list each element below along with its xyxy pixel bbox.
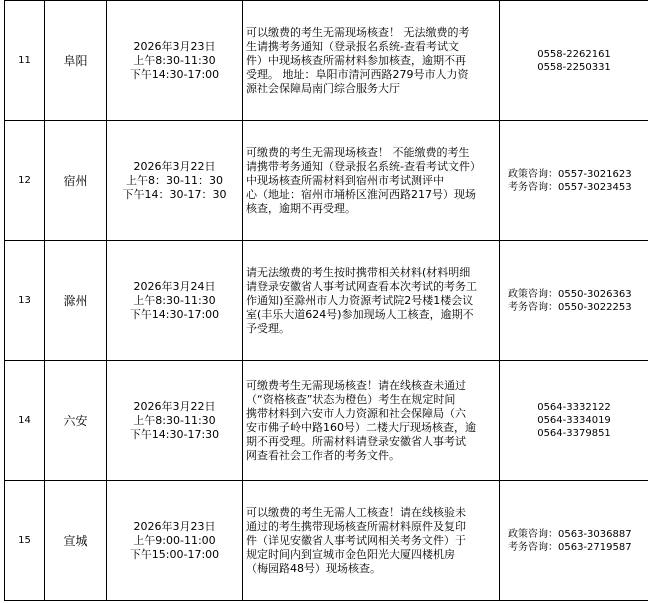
contact-line: 考务咨询：0557-3023453 (508, 181, 632, 193)
contact-line: 政策咨询：0550-3026363 (508, 288, 632, 300)
description-line: 室(丰乐大道624号)参加现场人工核查，逾期不 (246, 307, 474, 321)
time-line: 下午14：30-17：30 (122, 187, 227, 201)
table-row (5, 121, 648, 241)
row-number: 12 (5, 121, 45, 241)
contact-line: 0564-3334019 (537, 415, 611, 426)
row-number: 14 (5, 361, 45, 481)
description-line: 可以缴费的考生无需人工核查！请在线核验未 (246, 505, 466, 519)
description-cell (243, 361, 500, 481)
row-number: 11 (5, 1, 45, 121)
contact-cell (500, 361, 648, 481)
time-line: 上午9:00-11:00 (133, 533, 216, 547)
contact-cell (500, 1, 648, 121)
description-line: 可以缴费的考生无需现场核查！ 无法缴费的考 (246, 25, 470, 39)
city-cell: 宣城 (45, 481, 107, 601)
description-cell (243, 241, 500, 361)
contact-line: 考务咨询：0550-3022253 (508, 301, 632, 313)
description-line: （梅园路48号）现场核查。 (246, 561, 381, 575)
time-cell (107, 481, 243, 601)
description-line: 可缴费的考生无需现场核查！ 不能缴费的考生 (246, 145, 470, 159)
city-cell: 阜阳 (45, 1, 107, 121)
description-line: 件）中现场核查所需材料参加核查，逾期不再 (246, 53, 466, 67)
time-line: 下午14:30-17:00 (129, 67, 220, 81)
description-line: 源社会保障局南门综合服务大厅 (246, 81, 400, 95)
contact-line: 政策咨询：0563-3036887 (508, 528, 632, 540)
description-line: 作通知)至滁州市人力资源考试院2号楼1楼会议 (246, 293, 474, 307)
description-line: 件（详见安徽省人事考试网相关考务文件）于 (246, 533, 466, 547)
description-cell (243, 121, 500, 241)
description-line: （“资格核查”状态为橙色）考生在规定时间 (246, 392, 456, 406)
description-line: 中现场核查所需材料到宿州市考试测评中 (246, 173, 444, 187)
description-line: 请登录安徽省人事考试网查看本次考试的考务工 (246, 279, 477, 293)
time-line: 2026年3月22日 (133, 399, 216, 413)
description-line: 携带材料到六安市人力资源和社会保障局（六 (246, 406, 466, 420)
contact-cell (500, 121, 648, 241)
description-line: 请携带考务通知（登录报名系统-查看考试文件） (246, 159, 481, 173)
contact-line: 0564-3332122 (537, 402, 611, 413)
time-line: 2026年3月23日 (133, 519, 216, 533)
time-line: 上午8:30-11:30 (133, 53, 216, 67)
description-line: 生请携考务通知（登录报名系统-查看考试文 (246, 39, 459, 53)
city-cell: 滁州 (45, 241, 107, 361)
description-line: 受理。 地址：阜阳市清河西路279号市人力资 (246, 67, 469, 81)
time-line: 下午15:00-17:00 (129, 547, 220, 561)
exam-verification-table (4, 0, 648, 601)
description-cell (243, 481, 500, 601)
contact-line: 0558-2250331 (537, 61, 611, 73)
time-line: 下午14:30-17:00 (129, 307, 220, 321)
table-row (5, 241, 648, 361)
city-cell: 宿州 (45, 121, 107, 241)
description-line: 核查，逾期不再受理。 (246, 201, 356, 215)
time-line: 2026年3月23日 (133, 39, 216, 53)
table-row (5, 361, 648, 481)
description-line: 可缴费考生无需现场核查！请在线核查未通过 (246, 378, 466, 392)
time-cell (107, 361, 243, 481)
contact-line: 0564-3379851 (537, 428, 611, 439)
description-line: 安市佛子岭中路160号）二楼大厅现场核查，逾 (246, 420, 476, 434)
time-cell (107, 121, 243, 241)
table-row (5, 481, 648, 601)
description-line: 请无法缴费的考生按时携带相关材料(材料明细 (246, 265, 471, 279)
time-cell (107, 1, 243, 121)
time-line: 下午14:30-17:30 (129, 427, 220, 441)
contact-line: 考务咨询：0563-2719587 (508, 541, 632, 553)
contact-cell (500, 481, 648, 601)
contact-line: 0558-2262161 (537, 48, 611, 60)
time-line: 上午8：30-11：30 (126, 173, 223, 187)
description-cell (243, 1, 500, 121)
row-number: 15 (5, 481, 45, 601)
description-line: 予受理。 (246, 321, 290, 335)
contact-cell (500, 241, 648, 361)
time-line: 2026年3月22日 (133, 159, 216, 173)
time-line: 2026年3月24日 (133, 279, 216, 293)
description-line: 通过的考生携带现场核查所需材料原件及复印 (246, 519, 466, 533)
city-cell: 六安 (45, 361, 107, 481)
description-line: 规定时间内到宣城市金色阳光大厦四楼机房 (246, 547, 455, 561)
row-number: 13 (5, 241, 45, 361)
time-cell (107, 241, 243, 361)
time-line: 上午8:30-11:30 (133, 413, 216, 427)
time-line: 上午8:30-11:30 (133, 293, 216, 307)
description-line: 心（地址：宿州市埇桥区淮河西路217号）现场 (246, 187, 476, 201)
description-line: 网查看社会工作者的考务文件。 (246, 448, 400, 462)
contact-line: 政策咨询：0557-3021623 (508, 168, 632, 180)
description-line: 期不再受理。所需材料请登录安徽省人事考试 (246, 434, 466, 448)
table-row (5, 1, 648, 121)
